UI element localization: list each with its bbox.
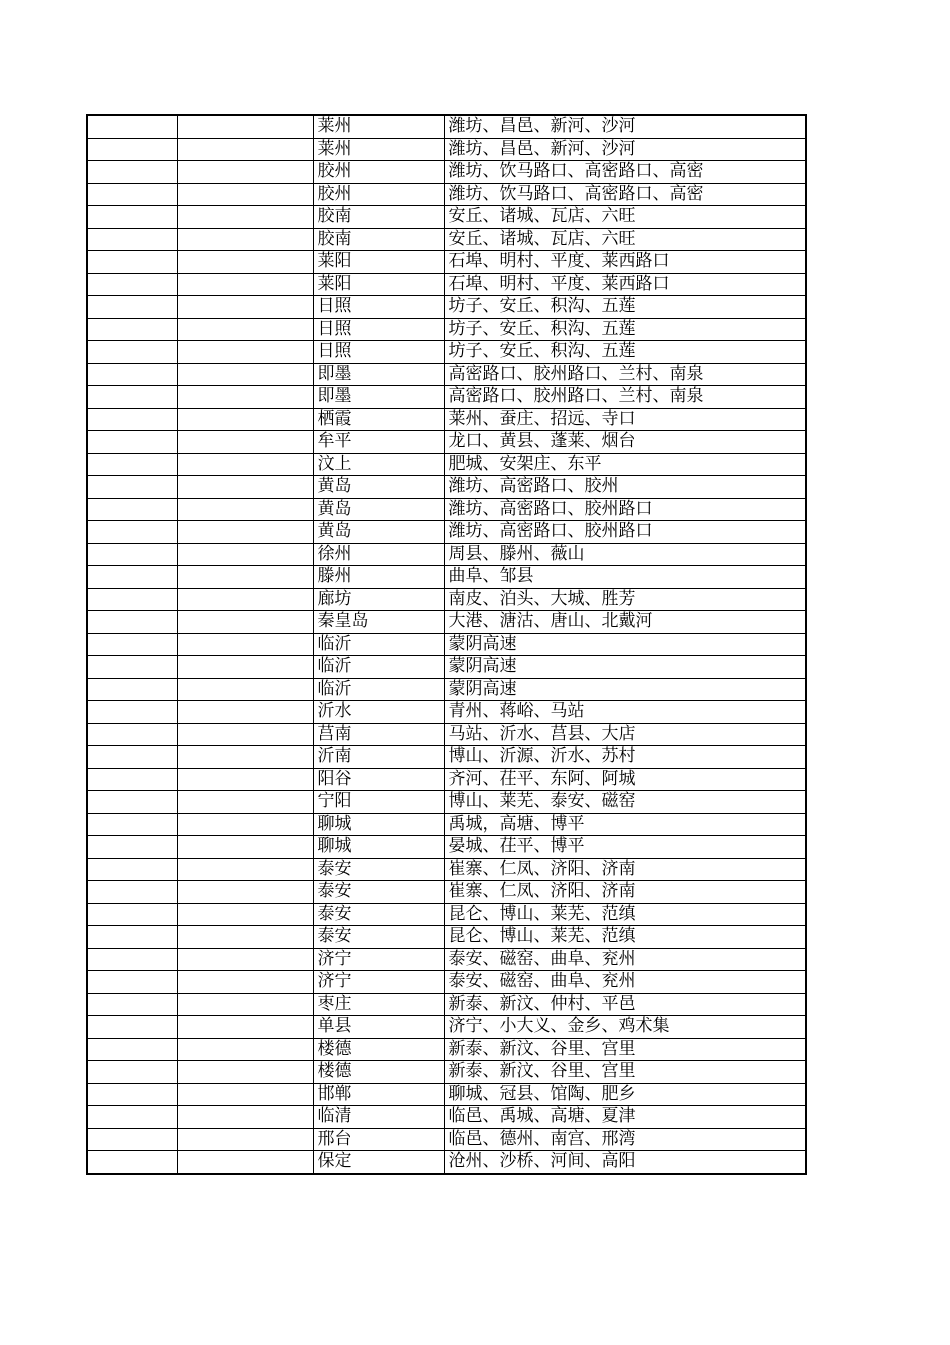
- route-cell[interactable]: 蒙阴高速: [444, 678, 806, 701]
- empty-cell-a[interactable]: [87, 813, 177, 836]
- empty-cell-a[interactable]: [87, 903, 177, 926]
- table-row: [87, 273, 806, 296]
- city-cell[interactable]: 廊坊: [313, 588, 444, 611]
- empty-cell-a[interactable]: [87, 926, 177, 949]
- empty-cell-b[interactable]: [177, 521, 313, 544]
- empty-cell-b[interactable]: [177, 678, 313, 701]
- city-cell[interactable]: 即墨: [313, 386, 444, 409]
- table-row: [87, 183, 806, 206]
- table-row: [87, 633, 806, 656]
- city-cell[interactable]: 秦皇岛: [313, 611, 444, 634]
- empty-cell-a[interactable]: [87, 386, 177, 409]
- empty-cell-b[interactable]: [177, 386, 313, 409]
- city-cell[interactable]: 即墨: [313, 363, 444, 386]
- table-row: [87, 993, 806, 1016]
- empty-cell-a[interactable]: [87, 296, 177, 319]
- empty-cell-a[interactable]: [87, 611, 177, 634]
- city-cell[interactable]: 楼德: [313, 1061, 444, 1084]
- empty-cell-b[interactable]: [177, 701, 313, 724]
- route-cell[interactable]: 潍坊、昌邑、新河、沙河: [444, 138, 806, 161]
- route-cell[interactable]: 坊子、安丘、积沟、五莲: [444, 341, 806, 364]
- table-row: [87, 1016, 806, 1039]
- table-row: [87, 386, 806, 409]
- city-cell[interactable]: 日照: [313, 296, 444, 319]
- empty-cell-b[interactable]: [177, 633, 313, 656]
- route-cell[interactable]: 曲阜、邹县: [444, 566, 806, 589]
- route-cell[interactable]: 莱州、蚕庄、招远、寺口: [444, 408, 806, 431]
- route-cell[interactable]: 青州、蒋峪、马站: [444, 701, 806, 724]
- empty-cell-b[interactable]: [177, 115, 313, 138]
- empty-cell-a[interactable]: [87, 791, 177, 814]
- empty-cell-b[interactable]: [177, 656, 313, 679]
- route-cell[interactable]: 泰安、磁窑、曲阜、兖州: [444, 971, 806, 994]
- table-row: [87, 611, 806, 634]
- empty-cell-a[interactable]: [87, 566, 177, 589]
- empty-cell-a[interactable]: [87, 476, 177, 499]
- table-row: [87, 543, 806, 566]
- route-cell[interactable]: 博山、莱芜、泰安、磁窑: [444, 791, 806, 814]
- route-cell[interactable]: 新泰、新汶、仲村、平邑: [444, 993, 806, 1016]
- route-cell[interactable]: 济宁、小大义、金乡、鸡术集: [444, 1016, 806, 1039]
- empty-cell-a[interactable]: [87, 633, 177, 656]
- empty-cell-a[interactable]: [87, 138, 177, 161]
- empty-cell-b[interactable]: [177, 813, 313, 836]
- empty-cell-a[interactable]: [87, 993, 177, 1016]
- empty-cell-a[interactable]: [87, 971, 177, 994]
- empty-cell-b[interactable]: [177, 498, 313, 521]
- table-row: [87, 678, 806, 701]
- table-row: [87, 768, 806, 791]
- city-cell[interactable]: 牟平: [313, 431, 444, 454]
- empty-cell-b[interactable]: [177, 363, 313, 386]
- empty-cell-b[interactable]: [177, 453, 313, 476]
- table-row: [87, 926, 806, 949]
- route-cell[interactable]: 新泰、新汶、谷里、宫里: [444, 1038, 806, 1061]
- city-cell[interactable]: 胶南: [313, 228, 444, 251]
- empty-cell-a[interactable]: [87, 746, 177, 769]
- city-cell[interactable]: 邢台: [313, 1128, 444, 1151]
- table-row: [87, 1038, 806, 1061]
- route-cell[interactable]: 潍坊、高密路口、胶州路口: [444, 498, 806, 521]
- empty-cell-b[interactable]: [177, 926, 313, 949]
- table-row: [87, 341, 806, 364]
- city-cell[interactable]: 黄岛: [313, 498, 444, 521]
- city-cell[interactable]: 临沂: [313, 678, 444, 701]
- empty-cell-a[interactable]: [87, 206, 177, 229]
- table-row: [87, 836, 806, 859]
- route-cell[interactable]: 博山、沂源、沂水、苏村: [444, 746, 806, 769]
- empty-cell-a[interactable]: [87, 1061, 177, 1084]
- empty-cell-a[interactable]: [87, 656, 177, 679]
- route-table-body: [87, 115, 806, 1174]
- empty-cell-a[interactable]: [87, 1016, 177, 1039]
- table-row: [87, 948, 806, 971]
- city-cell[interactable]: 徐州: [313, 543, 444, 566]
- empty-cell-b[interactable]: [177, 251, 313, 274]
- city-cell[interactable]: 莱州: [313, 138, 444, 161]
- table-row: [87, 858, 806, 881]
- route-cell[interactable]: 周县、滕州、薇山: [444, 543, 806, 566]
- route-cell[interactable]: 崔寨、仁凤、济阳、济南: [444, 858, 806, 881]
- city-cell[interactable]: 滕州: [313, 566, 444, 589]
- empty-cell-b[interactable]: [177, 273, 313, 296]
- city-cell[interactable]: 泰安: [313, 903, 444, 926]
- table-row: [87, 566, 806, 589]
- route-cell[interactable]: 昆仑、博山、莱芜、范缜: [444, 903, 806, 926]
- city-cell[interactable]: 楼德: [313, 1038, 444, 1061]
- empty-cell-a[interactable]: [87, 251, 177, 274]
- empty-cell-b[interactable]: [177, 296, 313, 319]
- table-row: [87, 971, 806, 994]
- empty-cell-b[interactable]: [177, 611, 313, 634]
- route-table: [86, 114, 807, 1175]
- empty-cell-a[interactable]: [87, 1083, 177, 1106]
- city-cell[interactable]: 沂南: [313, 746, 444, 769]
- city-cell[interactable]: 济宁: [313, 948, 444, 971]
- table-row: [87, 656, 806, 679]
- empty-cell-b[interactable]: [177, 993, 313, 1016]
- table-row: [87, 296, 806, 319]
- empty-cell-a[interactable]: [87, 768, 177, 791]
- empty-cell-b[interactable]: [177, 1151, 313, 1174]
- empty-cell-b[interactable]: [177, 431, 313, 454]
- route-cell[interactable]: 马站、沂水、莒县、大店: [444, 723, 806, 746]
- route-cell[interactable]: 安丘、诸城、瓦店、六旺: [444, 228, 806, 251]
- empty-cell-a[interactable]: [87, 836, 177, 859]
- route-cell[interactable]: 大港、溏沽、唐山、北戴河: [444, 611, 806, 634]
- city-cell[interactable]: 邯郸: [313, 1083, 444, 1106]
- empty-cell-a[interactable]: [87, 115, 177, 138]
- table-row: [87, 318, 806, 341]
- city-cell[interactable]: 莱州: [313, 115, 444, 138]
- empty-cell-a[interactable]: [87, 543, 177, 566]
- city-cell[interactable]: 单县: [313, 1016, 444, 1039]
- empty-cell-b[interactable]: [177, 746, 313, 769]
- empty-cell-b[interactable]: [177, 768, 313, 791]
- table-row: [87, 723, 806, 746]
- table-row: [87, 228, 806, 251]
- table-row: [87, 701, 806, 724]
- empty-cell-b[interactable]: [177, 723, 313, 746]
- city-cell[interactable]: 日照: [313, 341, 444, 364]
- table-row: [87, 1061, 806, 1084]
- empty-cell-b[interactable]: [177, 318, 313, 341]
- table-row: [87, 1128, 806, 1151]
- route-cell[interactable]: 潍坊、饮马路口、高密路口、高密: [444, 161, 806, 184]
- empty-cell-b[interactable]: [177, 948, 313, 971]
- route-cell[interactable]: 禹城，高塘、博平: [444, 813, 806, 836]
- city-cell[interactable]: 莒南: [313, 723, 444, 746]
- city-cell[interactable]: 泰安: [313, 881, 444, 904]
- city-cell[interactable]: 临沂: [313, 633, 444, 656]
- empty-cell-a[interactable]: [87, 948, 177, 971]
- empty-cell-b[interactable]: [177, 408, 313, 431]
- empty-cell-b[interactable]: [177, 1038, 313, 1061]
- table-row: [87, 408, 806, 431]
- city-cell[interactable]: 沂水: [313, 701, 444, 724]
- route-cell[interactable]: 聊城、冠县、馆陶、肥乡: [444, 1083, 806, 1106]
- empty-cell-b[interactable]: [177, 228, 313, 251]
- city-cell[interactable]: 莱阳: [313, 273, 444, 296]
- city-cell[interactable]: 胶南: [313, 206, 444, 229]
- table-row: [87, 251, 806, 274]
- table-row: [87, 746, 806, 769]
- empty-cell-a[interactable]: [87, 408, 177, 431]
- route-cell[interactable]: 泰安、磁窑、曲阜、兖州: [444, 948, 806, 971]
- table-row: [87, 521, 806, 544]
- empty-cell-a[interactable]: [87, 228, 177, 251]
- empty-cell-a[interactable]: [87, 161, 177, 184]
- empty-cell-a[interactable]: [87, 273, 177, 296]
- empty-cell-a[interactable]: [87, 1128, 177, 1151]
- empty-cell-b[interactable]: [177, 476, 313, 499]
- route-cell[interactable]: 高密路口、胶州路口、兰村、南泉: [444, 386, 806, 409]
- empty-cell-a[interactable]: [87, 183, 177, 206]
- empty-cell-a[interactable]: [87, 341, 177, 364]
- route-cell[interactable]: 临邑、禹城、高塘、夏津: [444, 1106, 806, 1129]
- empty-cell-a[interactable]: [87, 431, 177, 454]
- table-row: [87, 813, 806, 836]
- route-cell[interactable]: 临邑、德州、南宫、邢湾: [444, 1128, 806, 1151]
- route-cell[interactable]: 蒙阴高速: [444, 656, 806, 679]
- empty-cell-b[interactable]: [177, 1083, 313, 1106]
- table-row: [87, 115, 806, 138]
- empty-cell-a[interactable]: [87, 521, 177, 544]
- route-cell[interactable]: 晏城、茌平、博平: [444, 836, 806, 859]
- city-cell[interactable]: 保定: [313, 1151, 444, 1174]
- table-row: [87, 588, 806, 611]
- table-row: [87, 431, 806, 454]
- table-row: [87, 903, 806, 926]
- empty-cell-a[interactable]: [87, 363, 177, 386]
- route-cell[interactable]: 坊子、安丘、积沟、五莲: [444, 318, 806, 341]
- empty-cell-b[interactable]: [177, 1106, 313, 1129]
- empty-cell-b[interactable]: [177, 1061, 313, 1084]
- table-row: [87, 453, 806, 476]
- empty-cell-b[interactable]: [177, 161, 313, 184]
- route-cell[interactable]: 潍坊、昌邑、新河、沙河: [444, 115, 806, 138]
- empty-cell-a[interactable]: [87, 858, 177, 881]
- route-cell[interactable]: 南皮、泊头、大城、胜芳: [444, 588, 806, 611]
- city-cell[interactable]: 聊城: [313, 836, 444, 859]
- route-cell[interactable]: 昆仑、博山、莱芜、范缜: [444, 926, 806, 949]
- empty-cell-b[interactable]: [177, 1128, 313, 1151]
- empty-cell-b[interactable]: [177, 588, 313, 611]
- city-cell[interactable]: 济宁: [313, 971, 444, 994]
- empty-cell-b[interactable]: [177, 341, 313, 364]
- city-cell[interactable]: 临沂: [313, 656, 444, 679]
- table-row: [87, 363, 806, 386]
- empty-cell-a[interactable]: [87, 1106, 177, 1129]
- city-cell[interactable]: 莱阳: [313, 251, 444, 274]
- empty-cell-b[interactable]: [177, 881, 313, 904]
- empty-cell-a[interactable]: [87, 1038, 177, 1061]
- route-cell[interactable]: 坊子、安丘、积沟、五莲: [444, 296, 806, 319]
- city-cell[interactable]: 黄岛: [313, 476, 444, 499]
- route-cell[interactable]: 石埠、明村、平度、莱西路口: [444, 273, 806, 296]
- empty-cell-a[interactable]: [87, 498, 177, 521]
- empty-cell-b[interactable]: [177, 903, 313, 926]
- empty-cell-a[interactable]: [87, 881, 177, 904]
- route-cell[interactable]: 蒙阴高速: [444, 633, 806, 656]
- empty-cell-a[interactable]: [87, 678, 177, 701]
- table-row: [87, 138, 806, 161]
- city-cell[interactable]: 胶州: [313, 183, 444, 206]
- city-cell[interactable]: 泰安: [313, 926, 444, 949]
- city-cell[interactable]: 栖霞: [313, 408, 444, 431]
- route-cell[interactable]: 肥城、安架庄、东平: [444, 453, 806, 476]
- route-cell[interactable]: 潍坊、高密路口、胶州: [444, 476, 806, 499]
- empty-cell-b[interactable]: [177, 1016, 313, 1039]
- table-row: [87, 791, 806, 814]
- empty-cell-a[interactable]: [87, 701, 177, 724]
- empty-cell-a[interactable]: [87, 1151, 177, 1174]
- route-cell[interactable]: 潍坊、高密路口、胶州路口: [444, 521, 806, 544]
- empty-cell-a[interactable]: [87, 588, 177, 611]
- route-cell[interactable]: 齐河、茌平、东阿、阿城: [444, 768, 806, 791]
- city-cell[interactable]: 胶州: [313, 161, 444, 184]
- empty-cell-b[interactable]: [177, 206, 313, 229]
- route-cell[interactable]: 石埠、明村、平度、莱西路口: [444, 251, 806, 274]
- route-cell[interactable]: 高密路口、胶州路口、兰村、南泉: [444, 363, 806, 386]
- empty-cell-b[interactable]: [177, 543, 313, 566]
- city-cell[interactable]: 黄岛: [313, 521, 444, 544]
- table-row: [87, 206, 806, 229]
- city-cell[interactable]: 阳谷: [313, 768, 444, 791]
- empty-cell-b[interactable]: [177, 858, 313, 881]
- table-row: [87, 476, 806, 499]
- route-cell[interactable]: 沧州、沙桥、河间、高阳: [444, 1151, 806, 1174]
- route-cell[interactable]: 安丘、诸城、瓦店、六旺: [444, 206, 806, 229]
- empty-cell-b[interactable]: [177, 836, 313, 859]
- table-row: [87, 1151, 806, 1174]
- route-cell[interactable]: 崔寨、仁凤、济阳、济南: [444, 881, 806, 904]
- route-cell[interactable]: 龙口、黄县、蓬莱、烟台: [444, 431, 806, 454]
- city-cell[interactable]: 汶上: [313, 453, 444, 476]
- empty-cell-b[interactable]: [177, 183, 313, 206]
- city-cell[interactable]: 日照: [313, 318, 444, 341]
- city-cell[interactable]: 聊城: [313, 813, 444, 836]
- city-cell[interactable]: 临清: [313, 1106, 444, 1129]
- city-cell[interactable]: 泰安: [313, 858, 444, 881]
- empty-cell-b[interactable]: [177, 971, 313, 994]
- route-cell[interactable]: 潍坊、饮马路口、高密路口、高密: [444, 183, 806, 206]
- empty-cell-b[interactable]: [177, 791, 313, 814]
- empty-cell-b[interactable]: [177, 566, 313, 589]
- city-cell[interactable]: 枣庄: [313, 993, 444, 1016]
- table-row: [87, 881, 806, 904]
- table-row: [87, 498, 806, 521]
- empty-cell-a[interactable]: [87, 453, 177, 476]
- city-cell[interactable]: 宁阳: [313, 791, 444, 814]
- empty-cell-a[interactable]: [87, 318, 177, 341]
- route-cell[interactable]: 新泰、新汶、谷里、宫里: [444, 1061, 806, 1084]
- table-row: [87, 1106, 806, 1129]
- empty-cell-b[interactable]: [177, 138, 313, 161]
- empty-cell-a[interactable]: [87, 723, 177, 746]
- table-row: [87, 1083, 806, 1106]
- table-row: [87, 161, 806, 184]
